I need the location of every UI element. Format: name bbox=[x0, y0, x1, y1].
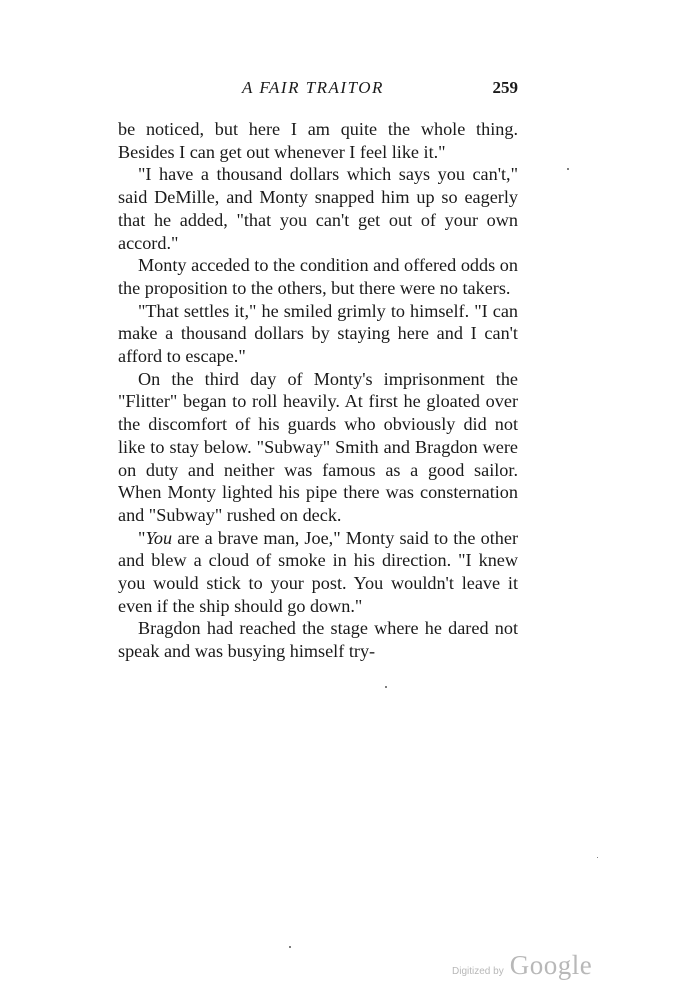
scan-speck bbox=[567, 168, 569, 170]
watermark-brand: Google bbox=[509, 950, 593, 980]
scan-speck bbox=[385, 686, 387, 688]
page-number: 259 bbox=[492, 78, 518, 97]
scan-speck bbox=[597, 857, 598, 858]
paragraph: "That settles it," he smiled grimly to himself. "I can make a thousand dollars by staying here and I can't afford to escape." bbox=[118, 300, 518, 367]
page-header bbox=[118, 78, 518, 100]
watermark-prefix: Digitized by bbox=[452, 966, 504, 977]
paragraph: Monty acceded to the condition and offered odds on the proposition to the others, but there were no takers. bbox=[118, 255, 518, 298]
scan-speck bbox=[289, 946, 291, 948]
running-title: A FAIR TRAITOR bbox=[242, 78, 384, 97]
digitized-by-google-watermark bbox=[452, 950, 592, 981]
paragraph: "I have a thousand dollars which says you can't," said DeMille, and Monty snapped him up so eagerly that he added, "that you can't get out of your own accord." bbox=[118, 164, 518, 253]
page-body bbox=[118, 118, 518, 663]
paragraph: "You are a brave man, Joe," Monty said to the other and blew a cloud of smoke in his direction. "I knew you would stick to your post. You wouldn't leave it even if the ship should go down." bbox=[118, 527, 518, 616]
paragraph: be noticed, but here I am quite the whole thing. Besides I can get out whenever I feel like it." bbox=[118, 119, 518, 162]
paragraph: On the third day of Monty's imprisonment the "Flitter" began to roll heavily. At first he gloated over the discomfort of his guards who obviously did not like to stay below. "Subway" Smith and Bragdon were on duty and neither was famous as a good sailor. When Monty lighted his pipe there was consternation and "Subway" rushed on deck. bbox=[118, 368, 518, 525]
paragraph: Bragdon had reached the stage where he dared not speak and was busying himself try- bbox=[118, 618, 518, 662]
